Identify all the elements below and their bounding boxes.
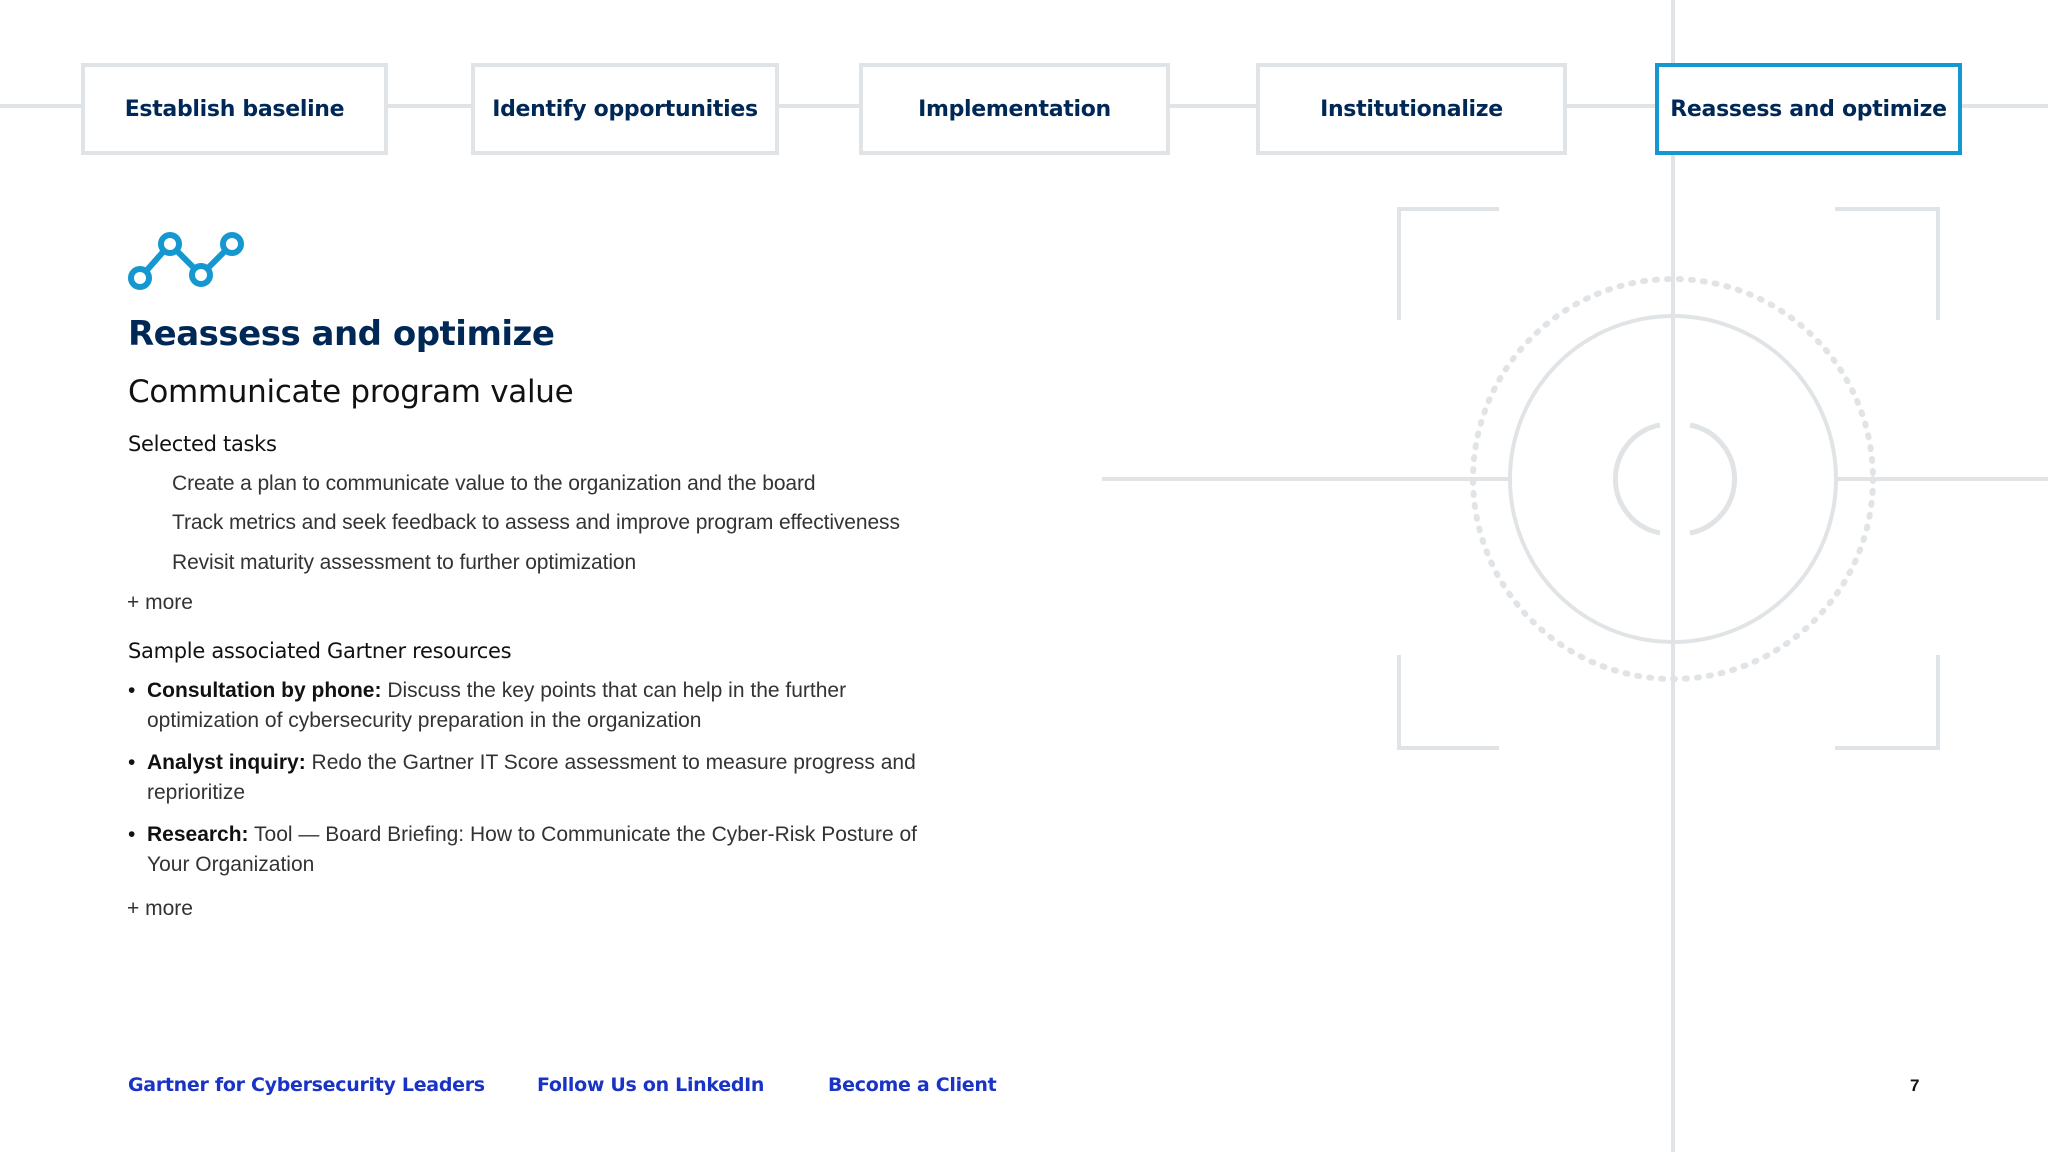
task-item: Create a plan to communicate value to the organization and the board [172, 472, 816, 495]
footer-link-become-client[interactable]: Become a Client [828, 1074, 997, 1096]
resources-more-link[interactable]: + more [127, 897, 193, 920]
connected-nodes-icon [126, 230, 248, 290]
footer-link-linkedin[interactable]: Follow Us on LinkedIn [537, 1074, 765, 1096]
task-item: Revisit maturity assessment to further optimization [172, 551, 637, 574]
bullet-icon: • [128, 679, 136, 702]
tab-institutionalize[interactable]: Institutionalize [1256, 63, 1567, 155]
resource-title: Consultation by phone: [147, 679, 382, 702]
footer-link-cybersecurity-leaders[interactable]: Gartner for Cybersecurity Leaders [128, 1074, 485, 1096]
resource-item-consultation [128, 676, 928, 736]
task-item: Track metrics and seek feedback to assess and improve program effectiveness [172, 511, 900, 534]
tab-establish-baseline[interactable]: Establish baseline [81, 63, 388, 155]
resource-item-research [128, 820, 928, 880]
target-inner-arc-left [1615, 425, 1660, 533]
tasks-more-link[interactable]: + more [127, 591, 193, 614]
tab-identify-opportunities[interactable]: Identify opportunities [471, 63, 779, 155]
tab-implementation[interactable]: Implementation [859, 63, 1170, 155]
resource-item-analyst-inquiry [128, 748, 928, 808]
tab-reassess-and-optimize[interactable]: Reassess and optimize [1655, 63, 1962, 155]
selected-tasks-label: Selected tasks [128, 432, 277, 456]
section-subtitle: Communicate program value [128, 374, 574, 410]
resource-description: Redo the Gartner IT Score assessment to measure progress and reprioritize [147, 751, 916, 804]
page-number: 7 [1910, 1076, 1920, 1095]
bullet-icon: • [128, 823, 136, 846]
resources-label: Sample associated Gartner resources [128, 639, 512, 663]
resource-title: Analyst inquiry: [147, 751, 306, 774]
resource-description: Tool — Board Briefing: How to Communicate the Cyber-Risk Posture of Your Organization [147, 823, 917, 876]
bullet-icon: • [128, 751, 136, 774]
resource-title: Research: [147, 823, 249, 846]
section-title: Reassess and optimize [128, 314, 555, 354]
resource-description: Discuss the key points that can help in the further optimization of cybersecurity preparation in the organization [147, 679, 847, 732]
target-inner-arc-right [1690, 425, 1735, 533]
